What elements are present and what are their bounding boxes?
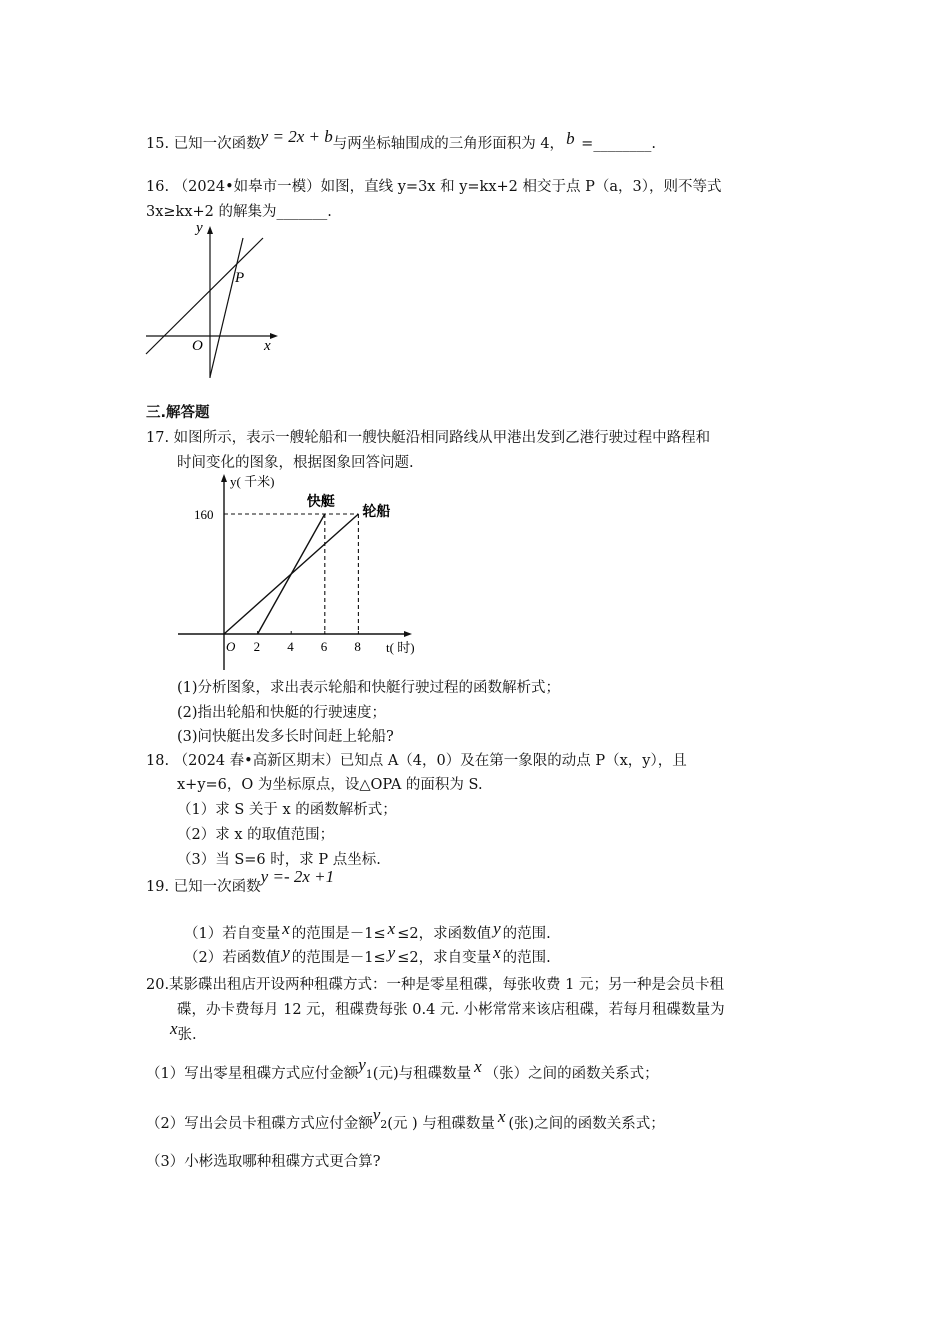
q17-xtick-label: 2 (253, 639, 261, 654)
q20-y1: y (358, 1055, 366, 1074)
q19-pre: 19. 已知一次函数 (146, 879, 261, 895)
q17-xtick-label: 8 (354, 639, 361, 654)
q18-line1: 18. （2024 春•高新区期末）已知点 A（4，0）及在第一象限的动点 P（x，y），且 (146, 753, 687, 769)
q19-s1d: 的范围. (502, 926, 551, 942)
q16-x-arrow (270, 333, 278, 339)
q17-ytick-label: 160 (194, 507, 214, 522)
q20-line3 (170, 1019, 197, 1045)
q19-s1-y: y (493, 919, 501, 938)
q19-sub1 (184, 919, 551, 944)
q20-sub3: （3）小彬选取哪种租碟方式更合算? (146, 1154, 381, 1170)
q17-ylabel: y( 千米) (230, 474, 275, 489)
q20-line1: 20.某影碟出租店开设两种租碟方式：一种是零星租碟，每张收费 1 元；另一种是会员卡租 (146, 977, 724, 993)
q16-y-arrow (207, 226, 213, 234)
q19-s1-x2: x (387, 919, 396, 938)
section-title: 三.解答题 (146, 405, 210, 421)
q20-y1-sub: 1 (365, 1067, 373, 1081)
q16-line-kx2 (146, 238, 263, 354)
q16-label-p: P (235, 270, 245, 286)
q17-xtick-label: 4 (287, 639, 294, 654)
q20-s1-x: x (474, 1057, 482, 1076)
q18-line2: x+y=6，O 为坐标原点，设△OPA 的面积为 S. (177, 777, 483, 793)
q19-function: y =- 2x +1 (260, 867, 335, 886)
q20-x: x (170, 1019, 178, 1038)
q15-line (146, 127, 656, 154)
q19-s2a: （2）若函数值 (184, 950, 281, 966)
q16-line1: 16. （2024•如皋市一模）如图，直线 y=3x 和 y=kx+2 相交于点 P（a，3），则不等式 (146, 179, 722, 195)
q19-s2-y2: y (387, 943, 396, 962)
q17-series-label: 轮船 (362, 505, 391, 520)
q20-s2a: （2）写出会员卡租碟方式应付金额 (146, 1116, 373, 1132)
q17-sub2: (2)指出轮船和快艇的行驶速度； (177, 705, 387, 721)
q19-s2b: 的范围是－1≤ (291, 950, 386, 966)
q19-sub2 (184, 943, 551, 968)
q16-label-y: y (196, 220, 203, 236)
q15-function: y = 2x + b (260, 127, 333, 146)
q20-s2c: (张)之间的函数关系式； (508, 1116, 665, 1132)
q17-series-line-ship (224, 514, 358, 634)
q15-mid: 与两坐标轴围成的三角形面积为 4， (332, 136, 565, 152)
q19-s2d: 的范围. (502, 950, 551, 966)
q16-label-x: x (264, 338, 271, 354)
q15-var-b: b (566, 129, 575, 148)
q20-line2: 碟，办卡费每月 12 元，租碟费每张 0.4 元. 小彬常常来该店租碟，若每月租碟数量为 (177, 1002, 725, 1018)
q20-s1c: （张）之间的函数关系式； (484, 1066, 659, 1082)
q20-sub2 (146, 1105, 665, 1139)
q15-pre: 15. 已知一次函数 (146, 136, 261, 152)
q16-line-3x (210, 238, 243, 377)
q17-x-arrow (404, 631, 412, 637)
q18-sub1: （1）求 S 关于 x 的函数解析式； (177, 802, 397, 818)
q20-s2b: (元 ) 与租碟数量 (387, 1116, 495, 1132)
q18-sub2: （2）求 x 的取值范围； (177, 827, 335, 843)
q20-sub1 (146, 1055, 659, 1089)
q19-s2c: ≤2，求自变量 (397, 950, 492, 966)
q18-sub3: （3）当 S=6 时，求 P 点坐标. (177, 852, 381, 868)
q20-s2-x: x (497, 1107, 506, 1126)
q15-post: =________. (576, 136, 656, 152)
q20-s1b: (元)与租碟数量 (372, 1066, 472, 1082)
q20-s1a: （1）写出零星租碟方式应付金额 (146, 1066, 359, 1082)
q17-chart (170, 470, 430, 675)
q17-sub1: (1)分析图象，求出表示轮船和快艇行驶过程的函数解析式； (177, 680, 561, 696)
q19-s2-y: y (282, 943, 290, 962)
q17-sub3: (3)问快艇出发多长时间赶上轮船? (177, 729, 394, 745)
q19-s1c: ≤2，求函数值 (397, 926, 492, 942)
q20-y2: y (372, 1105, 381, 1124)
q19-s1a: （1）若自变量 (184, 926, 281, 942)
q17-line2: 时间变化的图象，根据图象回答问题. (177, 455, 414, 471)
q17-xlabel: t( 时) (386, 640, 415, 655)
q19-s1-x: x (282, 919, 290, 938)
q16-label-o: O (192, 338, 203, 354)
q16-figure (140, 220, 280, 380)
q17-series-label: 快艇 (306, 495, 335, 510)
q19-s1b: 的范围是－1≤ (291, 926, 386, 942)
q19-s2-x: x (493, 943, 501, 962)
q17-origin: O (226, 639, 236, 654)
q16-line2: 3x≥kx+2 的解集为_______. (146, 204, 332, 220)
q20-y2-sub: 2 (380, 1117, 388, 1131)
q19-line (146, 867, 335, 897)
q17-line1: 17. 如图所示，表示一艘轮船和一艘快艇沿相同路线从甲港出发到乙港行驶过程中路程和 (146, 430, 711, 446)
q17-y-arrow (221, 474, 227, 482)
q20-line3-post: 张. (177, 1027, 197, 1043)
q17-xtick-label: 6 (320, 639, 328, 654)
